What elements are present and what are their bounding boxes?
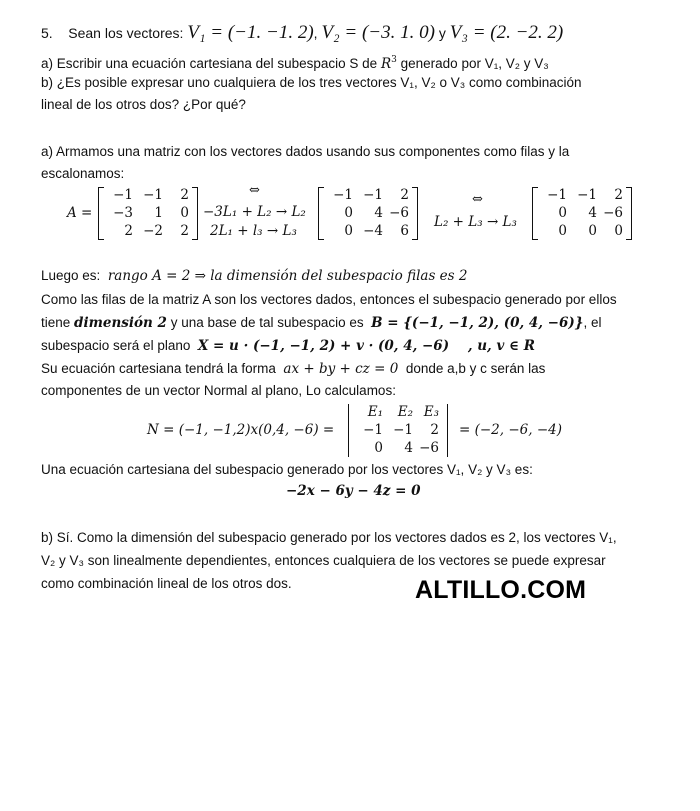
normal-rhs: = (−2, −6, −4) (459, 422, 563, 438)
question-a-rest: generado por V₁, V₂ y V₃ (400, 56, 549, 71)
matrix-step-2-cell: −1 (577, 187, 597, 203)
rank-statement: rango A = 2 ⇒ la dimensión del subespacio filas es 2 (107, 268, 468, 284)
matrix-step-1-cell: 0 (344, 205, 353, 221)
matrix-a-grid (99, 187, 197, 240)
matrix-step-1-grid (319, 187, 417, 240)
cartesian-form-line (41, 360, 545, 378)
dimension-text-a: tiene (41, 315, 71, 330)
matrix-a-cell: −1 (113, 187, 133, 203)
problem-header: 5. Sean los vectores: V₁ = (−1. −1. 2), V₂ = (−3. 1. 0) y V₃ = (2. −2. 2) (41, 22, 564, 43)
question-b-line2: lineal de los otros dos? ¿Por qué? (41, 97, 246, 112)
matrix-a-cell: 1 (154, 205, 163, 221)
matrix-step-2-cell: −6 (603, 205, 623, 221)
plane-params: , u, v ∈ R (467, 338, 535, 354)
determinant-cell: E₃ (423, 404, 439, 420)
determinant-grid (349, 404, 447, 457)
cartesian-form: ax + by + cz = 0 (283, 361, 399, 377)
dimension-value: dimensión 2 (74, 315, 167, 331)
final-line: Una ecuación cartesiana del subespacio generado por los vectores V₁, V₂ y V₃ es: (41, 462, 533, 477)
matrix-step-2-cell: 2 (614, 187, 623, 203)
matrix-a-cell: 2 (180, 223, 189, 239)
matrix-a-cell: 2 (124, 223, 133, 239)
matrix-step-2-cell: 4 (588, 205, 597, 221)
matrix-step-2-cell: 0 (558, 205, 567, 221)
normal-line: componentes de un vector Normal al plano, Lo calculamos: (41, 383, 396, 398)
normal-lhs: N = (−1, −1,2)x(0,4, −6) = (147, 422, 335, 438)
problem-number: 5. (41, 25, 53, 41)
determinant-cell: −1 (393, 422, 413, 438)
dimension-text-d: , el (583, 315, 602, 330)
matrix-step-1-cell: −4 (363, 223, 383, 239)
determinant-cell: 0 (374, 440, 383, 456)
problem-intro: Sean los vectores: (68, 25, 184, 41)
matrix-step-1-cell: −1 (363, 187, 383, 203)
matrix-a-cell: 0 (180, 205, 189, 221)
matrix-step-1-cell: −6 (389, 205, 409, 221)
cartesian-text-a: Su ecuación cartesiana tendrá la forma (41, 361, 276, 376)
vector-v3: V₃ = (2. −2. 2) (449, 22, 564, 43)
row-op-3: L₂ + L₃ → L₃ (434, 214, 517, 230)
part-b-line3: como combinación lineal de los otros dos. (41, 576, 292, 591)
matrix-step-1-cell: 0 (344, 223, 353, 239)
matrix-step-2-cell: −1 (547, 187, 567, 203)
matrix-step-1-cell: 6 (400, 223, 409, 239)
question-a-text: a) Escribir una ecuación cartesiana del subespacio S de (41, 56, 378, 71)
part-b-line1: b) Sí. Como la dimensión del subespacio generado por los vectores dados es 2, los vectores V₁, (41, 530, 617, 545)
question-a-space: R (380, 56, 392, 72)
rows-line: Como las filas de la matriz A son los vectores dados, entonces el subespacio generado por ellos (41, 292, 617, 307)
basis-set: B = {(−1, −1, 2), (0, 4, −6)} (371, 315, 584, 331)
part-b-line2: V₂ y V₃ son linealmente dependientes, entonces cualquiera de los vectores se puede expresar (41, 553, 606, 568)
question-b-line1: b) ¿Es posible expresar uno cualquiera de los tres vectores V₁, V₂ o V₃ como combinación (41, 75, 582, 90)
equivalence-arrow-2: ⇔ (472, 192, 483, 207)
determinant-cell: E₁ (367, 404, 383, 420)
matrix-step-1 (318, 187, 418, 240)
matrix-a-cell: −2 (143, 223, 163, 239)
determinant-cell: E₂ (397, 404, 413, 420)
matrix-label: A = (67, 205, 93, 221)
final-equation: −2x − 6y − 4z = 0 (286, 483, 421, 499)
rank-line (41, 267, 467, 285)
matrix-step-1-cell: 4 (374, 205, 383, 221)
vector-v2: V₂ = (−3. 1. 0) (321, 22, 435, 43)
matrix-step-2 (532, 187, 632, 240)
conjunction-y: y (438, 25, 446, 41)
matrix-step-2-grid (533, 187, 631, 240)
rank-prefix: Luego es: (41, 268, 101, 283)
row-op-1: −3L₁ + L₂ → L₂ (203, 204, 306, 220)
watermark-logo: ALTILLO.COM (415, 576, 587, 604)
vector-v1: V₁ = (−1. −1. 2) (187, 22, 314, 43)
part-a-intro1: a) Armamos una matriz con los vectores dados usando sus componentes como filas y la (41, 144, 570, 159)
equivalence-arrow-1: ⇔ (249, 183, 260, 198)
plane-text: subespacio será el plano (41, 338, 191, 353)
determinant (348, 404, 448, 457)
plane-line (41, 337, 535, 355)
matrix-step-1-cell: −1 (333, 187, 353, 203)
matrix-step-1-cell: 2 (400, 187, 409, 203)
determinant-cell: −6 (419, 440, 439, 456)
cartesian-text-b: donde a,b y c serán las (405, 361, 546, 376)
matrix-a-cell: −1 (143, 187, 163, 203)
question-a-exponent: 3 (391, 55, 397, 65)
determinant-cell: 4 (404, 440, 413, 456)
determinant-cell: −1 (363, 422, 383, 438)
matrix-a (98, 187, 198, 240)
question-a (41, 51, 549, 73)
determinant-cell: 2 (430, 422, 439, 438)
matrix-a-cell: 2 (180, 187, 189, 203)
matrix-step-2-cell: 0 (558, 223, 567, 239)
plane-equation: X = u · (−1, −1, 2) + v · (0, 4, −6) (197, 338, 450, 354)
row-op-2: 2L₁ + l₃ → L₃ (210, 223, 297, 239)
part-a-intro2: escalonamos: (41, 166, 125, 181)
dimension-text-c: y una base de tal subespacio es (170, 315, 364, 330)
matrix-step-2-cell: 0 (614, 223, 623, 239)
dimension-line (41, 314, 601, 332)
matrix-a-cell: −3 (113, 205, 133, 221)
matrix-step-2-cell: 0 (588, 223, 597, 239)
